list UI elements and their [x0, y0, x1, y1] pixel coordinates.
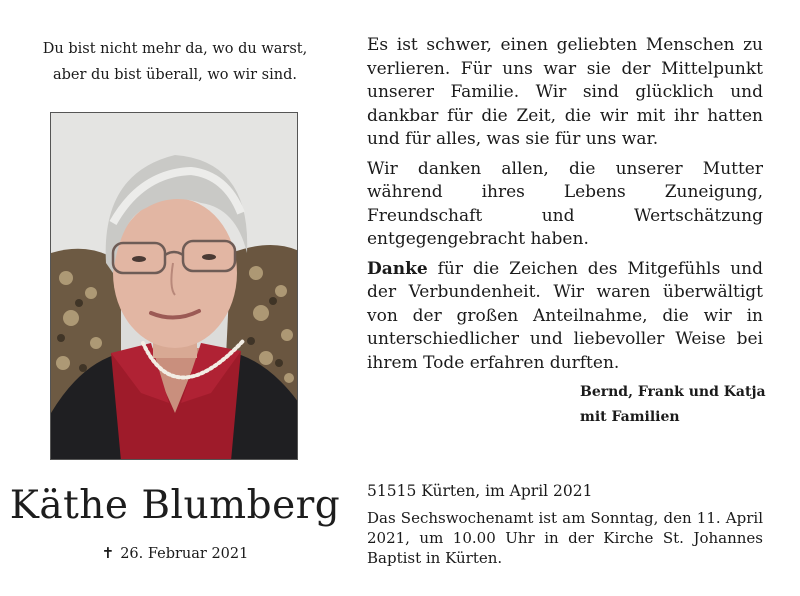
signature-line-1: Bernd, Frank und Katja: [580, 384, 766, 400]
paragraph-danke-rest: für die Zeichen des Mitgefühls und der Verbundenheit. Wir waren überwältigt von der großen Anteilnahme, die wir in unterschiedlicher und liebevoller Weise bei ihrem Tode erfahren durften.: [367, 258, 763, 373]
left-column: [0, 0, 350, 596]
service-notice: Das Sechswochenamt ist am Sonntag, den 11. April 2021, um 10.00 Uhr in der Kirche St. Johannes Baptist in Kürten.: [367, 509, 763, 567]
memorial-quote: [0, 36, 350, 88]
quote-line-1: Du bist nicht mehr da, wo du warst,: [42, 41, 308, 57]
paragraph-loss: Es ist schwer, einen geliebten Menschen zu verlieren. Für uns war sie der Mittelpunkt unserer Familie. Wir sind glücklich und dankbar für die Zeit, die wir mit ihr hatten und für alles, was sie für uns war.: [367, 35, 763, 149]
paragraph-thanks: Wir danken allen, die unserer Mutter während ihres Lebens Zuneigung, Freundschaft und Wertschätzung entgegengebracht haben.: [367, 158, 763, 249]
right-column-text: [367, 34, 763, 375]
death-date: 26. Februar 2021: [120, 546, 249, 562]
family-signature: [580, 380, 780, 430]
deceased-name: Käthe Blumberg: [9, 483, 341, 528]
quote-line-2: aber du bist überall, wo wir sind.: [53, 67, 297, 83]
place-date: 51515 Kürten, im April 2021: [367, 482, 593, 500]
death-date-line: [0, 542, 350, 565]
paragraph-danke: [367, 258, 763, 376]
cross-icon: ✝: [101, 544, 115, 562]
footer-info: [367, 480, 763, 568]
signature-line-2: mit Familien: [580, 409, 680, 425]
portrait-photo: [50, 112, 298, 460]
danke-word: Danke: [367, 258, 428, 279]
portrait-illustration: [51, 113, 298, 460]
